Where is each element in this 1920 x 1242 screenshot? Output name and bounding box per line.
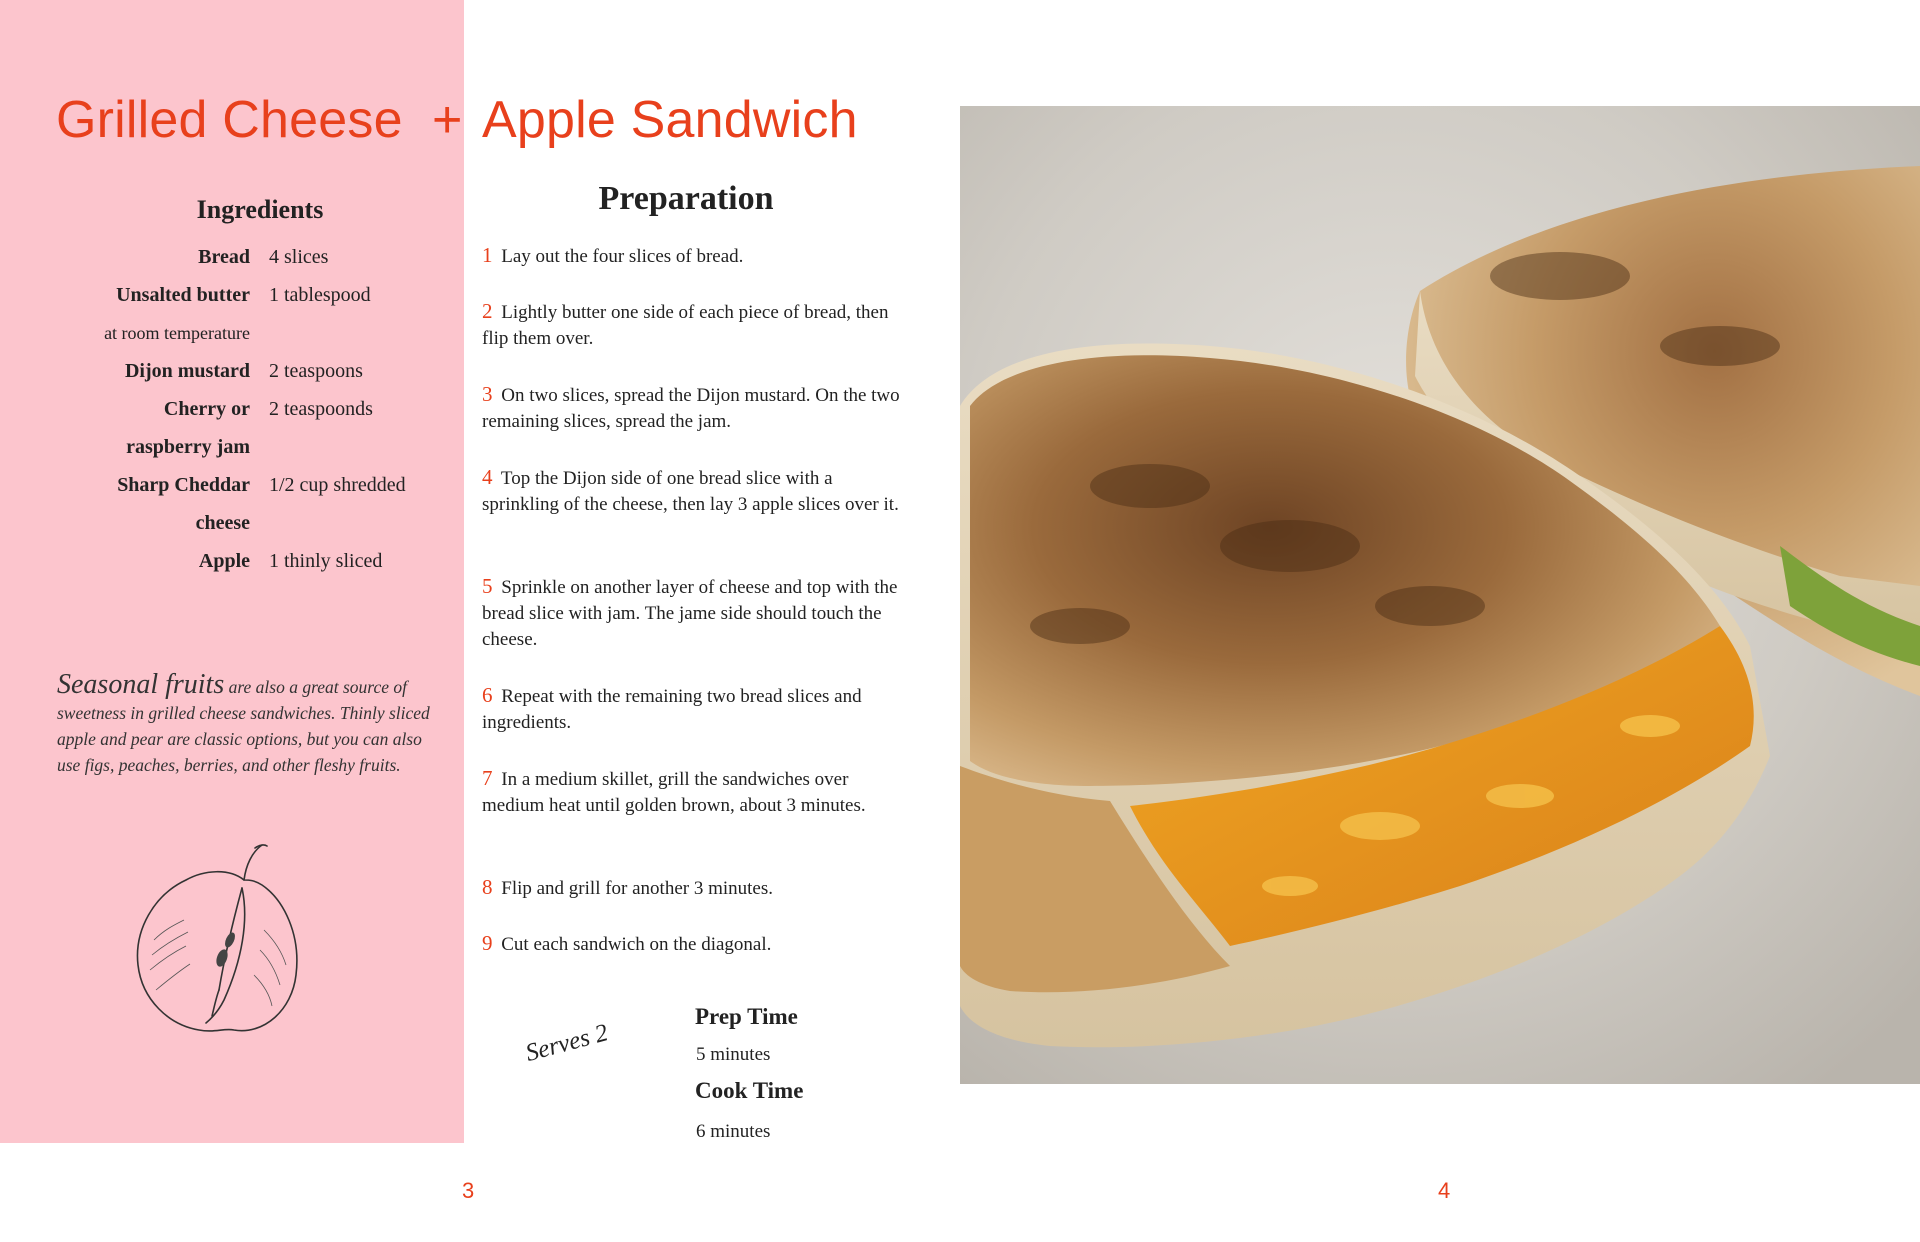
- step-text: Flip and grill for another 3 minutes.: [501, 878, 774, 899]
- list-item: [482, 573, 902, 653]
- ingredient-row: [62, 238, 462, 276]
- ingredient-name: Unsalted butter: [116, 284, 250, 306]
- step-number: 3: [482, 382, 493, 406]
- ingredient-name: Apple: [198, 550, 250, 572]
- step-number: 1: [482, 243, 493, 267]
- ingredients-list: [62, 238, 462, 580]
- step-text: Repeat with the remaining two bread slices and ingredients.: [482, 686, 862, 733]
- title-plus: +: [432, 91, 463, 149]
- step-text: Lay out the four slices of bread.: [501, 246, 744, 267]
- step-text: In a medium skillet, grill the sandwiches over medium heat until golden brown, about 3 minutes.: [482, 769, 866, 816]
- seasonal-note-lead: Seasonal fruits: [57, 669, 225, 700]
- prep-time-label: Prep Time: [695, 1004, 798, 1029]
- list-item: [482, 242, 902, 270]
- list-item: [482, 930, 902, 958]
- step-number: 2: [482, 299, 493, 323]
- ingredient-name: Cherry or: [163, 398, 250, 420]
- step-number: 9: [482, 931, 493, 955]
- ingredient-name: Dijon mustard: [124, 360, 250, 382]
- step-text: Cut each sandwich on the diagonal.: [501, 934, 772, 955]
- cook-time-value: 6 minutes: [696, 1121, 771, 1142]
- step-text: On two slices, spread the Dijon mustard. On the two remaining slices, spread the jam.: [482, 385, 900, 432]
- step-text: Lightly butter one side of each piece of bread, then flip them over.: [482, 302, 889, 349]
- ingredient-row: [62, 466, 462, 504]
- title-part-2: Apple Sandwich: [482, 91, 858, 149]
- list-item: [482, 765, 902, 819]
- ingredient-quantity: 2 teaspoons: [269, 360, 363, 382]
- ingredient-name: cheese: [195, 512, 250, 534]
- list-item: [482, 682, 902, 736]
- list-item: [482, 874, 902, 902]
- ingredient-note: at room temperature: [104, 323, 250, 343]
- serves-label: Serves 2: [522, 1019, 611, 1068]
- step-number: 7: [482, 766, 493, 790]
- list-item: [482, 381, 902, 435]
- ingredient-row: [62, 314, 462, 352]
- ingredient-row: [62, 352, 462, 390]
- step-text: Top the Dijon side of one bread slice with a sprinkling of the cheese, then lay 3 apple slices over it.: [482, 468, 899, 515]
- ingredient-row: [62, 542, 462, 580]
- page-number-right: 4: [1438, 1178, 1451, 1203]
- cook-time-label: Cook Time: [695, 1078, 804, 1103]
- ingredient-row: [62, 390, 462, 428]
- seasonal-fruits-note: [57, 669, 437, 778]
- ingredients-heading: Ingredients: [196, 195, 324, 224]
- step-number: 6: [482, 683, 493, 707]
- prep-time-value: 5 minutes: [696, 1044, 771, 1065]
- seasonal-note-text: are also a great source of sweetness in grilled cheese sandwiches. Thinly sliced apple and pear are classic options, but you can also use figs, peaches, berries, and other fleshy fruits.: [57, 677, 430, 775]
- ingredient-name: raspberry jam: [126, 436, 250, 458]
- ingredient-quantity: 1/2 cup shredded: [269, 474, 406, 496]
- step-number: 5: [482, 574, 493, 598]
- sandwich-photo: [960, 106, 1920, 1084]
- ingredient-quantity: 2 teaspoonds: [269, 398, 373, 420]
- list-item: [482, 298, 902, 352]
- ingredient-row: [62, 276, 462, 314]
- ingredient-name: Bread: [198, 246, 250, 268]
- preparation-heading: Preparation: [598, 180, 774, 217]
- ingredient-row: [62, 504, 462, 542]
- ingredient-row: [62, 428, 462, 466]
- ingredient-quantity: 4 slices: [269, 246, 329, 268]
- step-text: Sprinkle on another layer of cheese and top with the bread slice with jam. The jame side should touch the cheese.: [482, 577, 898, 650]
- ingredient-name: Sharp Cheddar: [117, 474, 250, 496]
- title-part-1: Grilled Cheese: [56, 91, 403, 149]
- step-number: 8: [482, 875, 493, 899]
- step-number: 4: [482, 465, 493, 489]
- ingredient-quantity: 1 tablespood: [269, 284, 371, 306]
- list-item: [482, 464, 902, 518]
- apple-sketch-icon: [124, 840, 314, 1040]
- ingredient-quantity: 1 thinly sliced: [269, 550, 383, 572]
- page-number-left: 3: [462, 1178, 475, 1203]
